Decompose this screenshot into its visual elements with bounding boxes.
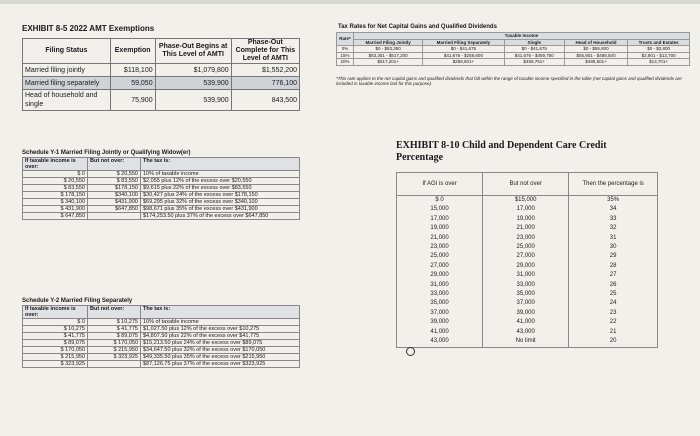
dc-not-over: 23,000 <box>483 234 569 243</box>
radio-circle-icon[interactable] <box>406 347 415 356</box>
schedule-y2 <box>22 298 300 368</box>
y1-tax: $2,055 plus 12% of the excess over $20,550 <box>141 178 300 185</box>
amt-exemption: 59,050 <box>110 77 155 90</box>
cg-cell: 20% <box>337 59 354 66</box>
amt-begins: $1,079,800 <box>155 64 231 77</box>
table-row <box>23 354 300 361</box>
y2-not-over: $ 10,275 <box>88 319 141 326</box>
schedule-y1-title: Schedule Y-1 Married Filing Jointly or Qualifying Widow(er) <box>22 150 191 156</box>
schedule-y2-title: Schedule Y-2 Married Filing Separately <box>22 298 133 304</box>
table-row <box>23 333 300 340</box>
y1-tax: $9,615 plus 22% of the excess over $83,550 <box>141 185 300 192</box>
amt-begins: 539,900 <box>155 90 231 111</box>
table-row <box>23 199 300 206</box>
cg-cell: $83,351 - $517,200 <box>354 52 423 59</box>
y2-over: $ 323,925 <box>23 361 88 368</box>
table-row <box>397 337 658 347</box>
cg-cell: $0 - $55,800 <box>564 46 627 53</box>
table-row <box>23 206 300 213</box>
y1-over: $ 647,850 <box>23 213 88 220</box>
capital-gains-title: Tax Rates for Net Capital Gains and Qualified Dividends <box>338 24 497 30</box>
y2-header-tax: The tax is: <box>141 306 300 319</box>
table-row <box>397 328 658 337</box>
y2-over: $ 41,775 <box>23 333 88 340</box>
dc-not-over: 33,000 <box>483 281 569 290</box>
dc-percentage: 27 <box>569 271 658 280</box>
dc-percentage: 20 <box>569 337 658 347</box>
table-row <box>397 309 658 318</box>
amt-complete: 843,500 <box>231 90 299 111</box>
table-row <box>337 59 690 66</box>
dc-percentage: 33 <box>569 215 658 224</box>
cg-header-trusts: Trusts and Estates <box>628 39 690 46</box>
table-row <box>397 215 658 224</box>
y1-not-over <box>88 213 141 220</box>
dc-not-over: 43,000 <box>483 328 569 337</box>
y1-not-over: $340,100 <box>88 192 141 199</box>
y1-over: $ 178,150 <box>23 192 88 199</box>
cg-cell: $41,676 - $258,600 <box>423 52 504 59</box>
y2-not-over: $ 41,775 <box>88 326 141 333</box>
dependent-care-table <box>396 172 658 348</box>
y2-over: $ 215,950 <box>23 354 88 361</box>
table-row <box>397 243 658 252</box>
dc-over: 25,000 <box>397 252 483 261</box>
amt-header-begins: Phase-Out Begins at This Level of AMTI <box>155 39 231 64</box>
dc-over: $ 0 <box>397 196 483 206</box>
dc-over: 27,000 <box>397 262 483 271</box>
cg-cell: $459,751+ <box>504 59 564 66</box>
table-row <box>23 326 300 333</box>
y2-tax: $15,213.50 plus 24% of the excess over $89,075 <box>141 340 300 347</box>
y2-tax: 10% of taxable income <box>141 319 300 326</box>
y1-over: $ 340,100 <box>23 199 88 206</box>
y1-not-over: $647,850 <box>88 206 141 213</box>
table-row <box>397 252 658 261</box>
dc-percentage: 35% <box>569 196 658 206</box>
amt-exemptions-table <box>22 38 300 111</box>
cg-cell: $258,601+ <box>423 59 504 66</box>
dc-percentage: 23 <box>569 309 658 318</box>
y2-tax: $34,647.50 plus 32% of the excess over $170,050 <box>141 347 300 354</box>
y2-over: $ 170,050 <box>23 347 88 354</box>
top-scroll-band <box>0 0 700 4</box>
table-row <box>23 192 300 199</box>
y2-not-over: $ 170,050 <box>88 340 141 347</box>
dc-over: 39,000 <box>397 318 483 327</box>
y1-tax: $98,671 plus 35% of the excess over $431,900 <box>141 206 300 213</box>
cg-cell: $488,501+ <box>564 59 627 66</box>
dc-percentage: 30 <box>569 243 658 252</box>
dc-percentage: 32 <box>569 224 658 233</box>
dc-percentage: 34 <box>569 205 658 214</box>
y1-not-over: $178,150 <box>88 185 141 192</box>
cg-cell: $0 - $83,350 <box>354 46 423 53</box>
cg-header-hoh: Head of Household <box>564 39 627 46</box>
schedule-y1-table <box>22 157 300 220</box>
cg-cell: $41,676 - $459,750 <box>504 52 564 59</box>
cg-cell: $0 - $41,675 <box>504 46 564 53</box>
table-row <box>397 281 658 290</box>
dc-over: 31,000 <box>397 281 483 290</box>
dc-over: 15,000 <box>397 205 483 214</box>
y2-tax: $49,335.50 plus 35% of the excess over $215,950 <box>141 354 300 361</box>
dc-over: 19,000 <box>397 224 483 233</box>
dc-not-over: 29,000 <box>483 262 569 271</box>
table-row <box>23 90 300 111</box>
dc-over: 43,000 <box>397 337 483 347</box>
dc-header-over: If AGI is over <box>397 173 483 196</box>
y2-not-over: $ 89,075 <box>88 333 141 340</box>
y1-over: $ 83,550 <box>23 185 88 192</box>
table-row <box>23 319 300 326</box>
table-row <box>23 340 300 347</box>
cg-cell: $0 - $41,675 <box>423 46 504 53</box>
cg-cell: $13,701+ <box>628 59 690 66</box>
y2-over: $ 0 <box>23 319 88 326</box>
table-row <box>397 262 658 271</box>
table-row <box>23 64 300 77</box>
y2-tax: $1,027.50 plus 12% of the excess over $10,275 <box>141 326 300 333</box>
dc-over: 33,000 <box>397 290 483 299</box>
y1-header-over: If taxable income is over: <box>23 158 88 171</box>
dc-percentage: 26 <box>569 281 658 290</box>
dc-over: 35,000 <box>397 299 483 308</box>
y2-header-over: If taxable income is over: <box>23 306 88 319</box>
table-row <box>397 205 658 214</box>
table-row <box>23 185 300 192</box>
dc-not-over: 31,000 <box>483 271 569 280</box>
dc-percentage: 21 <box>569 328 658 337</box>
dc-percentage: 25 <box>569 290 658 299</box>
dc-not-over: 35,000 <box>483 290 569 299</box>
y1-tax: $69,295 plus 32% of the excess over $340,100 <box>141 199 300 206</box>
y2-not-over <box>88 361 141 368</box>
amt-status: Married filing jointly <box>23 64 111 77</box>
schedule-y2-table <box>22 305 300 368</box>
table-row <box>397 224 658 233</box>
y2-tax: $4,807.50 plus 22% of the excess over $41,775 <box>141 333 300 340</box>
cg-header-mfs: Married Filing Separately <box>423 39 504 46</box>
amt-exemption: $118,100 <box>110 64 155 77</box>
y1-tax: 10% of taxable income <box>141 171 300 178</box>
dc-header-percentage: Then the percentage is <box>569 173 658 196</box>
dc-percentage: 22 <box>569 318 658 327</box>
schedule-y1 <box>22 150 300 220</box>
amt-header-exemption: Exemption <box>110 39 155 64</box>
y1-tax: $30,427 plus 24% of the excess over $178,150 <box>141 192 300 199</box>
table-row <box>397 318 658 327</box>
cg-cell: $2,801 - $13,700 <box>628 52 690 59</box>
y1-not-over: $ 20,550 <box>88 171 141 178</box>
y1-header-tax: The tax is: <box>141 158 300 171</box>
dc-percentage: 31 <box>569 234 658 243</box>
amt-complete: 776,100 <box>231 77 299 90</box>
cg-group-header: Taxable Income <box>354 33 690 40</box>
y1-not-over: $431,900 <box>88 199 141 206</box>
cg-cell: 0% <box>337 46 354 53</box>
amt-exemption: 75,900 <box>110 90 155 111</box>
dc-over: 41,000 <box>397 328 483 337</box>
cg-header-mfj: Married Filing Jointly <box>354 39 423 46</box>
table-row <box>23 213 300 220</box>
table-row <box>23 171 300 178</box>
table-row <box>23 347 300 354</box>
y2-over: $ 89,075 <box>23 340 88 347</box>
amt-complete: $1,552,200 <box>231 64 299 77</box>
y2-over: $ 10,275 <box>23 326 88 333</box>
table-row <box>397 234 658 243</box>
y1-over: $ 0 <box>23 171 88 178</box>
table-row <box>23 178 300 185</box>
dc-not-over: 37,000 <box>483 299 569 308</box>
dc-percentage: 24 <box>569 299 658 308</box>
dc-not-over: 39,000 <box>483 309 569 318</box>
amt-status: Head of household and single <box>23 90 111 111</box>
dc-percentage: 28 <box>569 262 658 271</box>
y2-tax: $87,126.75 plus 37% of the excess over $323,925 <box>141 361 300 368</box>
cg-header-rate: Rate* <box>337 33 354 46</box>
y1-header-not-over: But not over: <box>88 158 141 171</box>
cg-cell: $55,801 - $488,500 <box>564 52 627 59</box>
dc-over: 37,000 <box>397 309 483 318</box>
dc-not-over: $15,000 <box>483 196 569 206</box>
dc-over: 29,000 <box>397 271 483 280</box>
exhibit-8-10-title: EXHIBIT 8-10 Child and Dependent Care Credit Percentage <box>396 140 607 163</box>
cg-cell: $517,201+ <box>354 59 423 66</box>
dc-percentage: 29 <box>569 252 658 261</box>
dc-over: 21,000 <box>397 234 483 243</box>
table-row <box>397 271 658 280</box>
dc-over: 23,000 <box>397 243 483 252</box>
amt-header-complete: Phase-Out Complete for This Level of AMTI <box>231 39 299 64</box>
dc-not-over: 17,000 <box>483 205 569 214</box>
y1-over: $ 20,550 <box>23 178 88 185</box>
dc-not-over: 41,000 <box>483 318 569 327</box>
amt-begins: 539,900 <box>155 77 231 90</box>
dc-not-over: 19,000 <box>483 215 569 224</box>
amt-header-status: Filing Status <box>23 39 111 64</box>
table-row <box>397 299 658 308</box>
table-row <box>397 290 658 299</box>
y2-header-not-over: But not over: <box>88 306 141 319</box>
dc-header-not-over: But not over <box>483 173 569 196</box>
y1-tax: $174,253.50 plus 37% of the excess over $647,850 <box>141 213 300 220</box>
dc-not-over: No limit <box>483 337 569 347</box>
y1-not-over: $ 83,550 <box>88 178 141 185</box>
y1-over: $ 431,900 <box>23 206 88 213</box>
cg-cell: 15% <box>337 52 354 59</box>
table-row <box>397 196 658 206</box>
exhibit-8-5-title: EXHIBIT 8-5 2022 AMT Exemptions <box>22 24 155 33</box>
y2-not-over: $ 215,950 <box>88 347 141 354</box>
cg-cell: $0 - $2,800 <box>628 46 690 53</box>
table-row <box>23 361 300 368</box>
table-row <box>23 77 300 90</box>
capital-gains-table <box>336 32 690 66</box>
capital-gains-footnote: *This rate applies to the net capital gains and qualified dividends that fall within the range of taxable income specified in the table (net capital gains and qualified dividends are included in taxable income last for this purpose). <box>336 76 682 86</box>
y2-not-over: $ 323,925 <box>88 354 141 361</box>
dc-not-over: 21,000 <box>483 224 569 233</box>
dc-not-over: 25,000 <box>483 243 569 252</box>
cg-header-single: Single <box>504 39 564 46</box>
amt-status: Married filing separately <box>23 77 111 90</box>
dc-over: 17,000 <box>397 215 483 224</box>
dc-not-over: 27,000 <box>483 252 569 261</box>
